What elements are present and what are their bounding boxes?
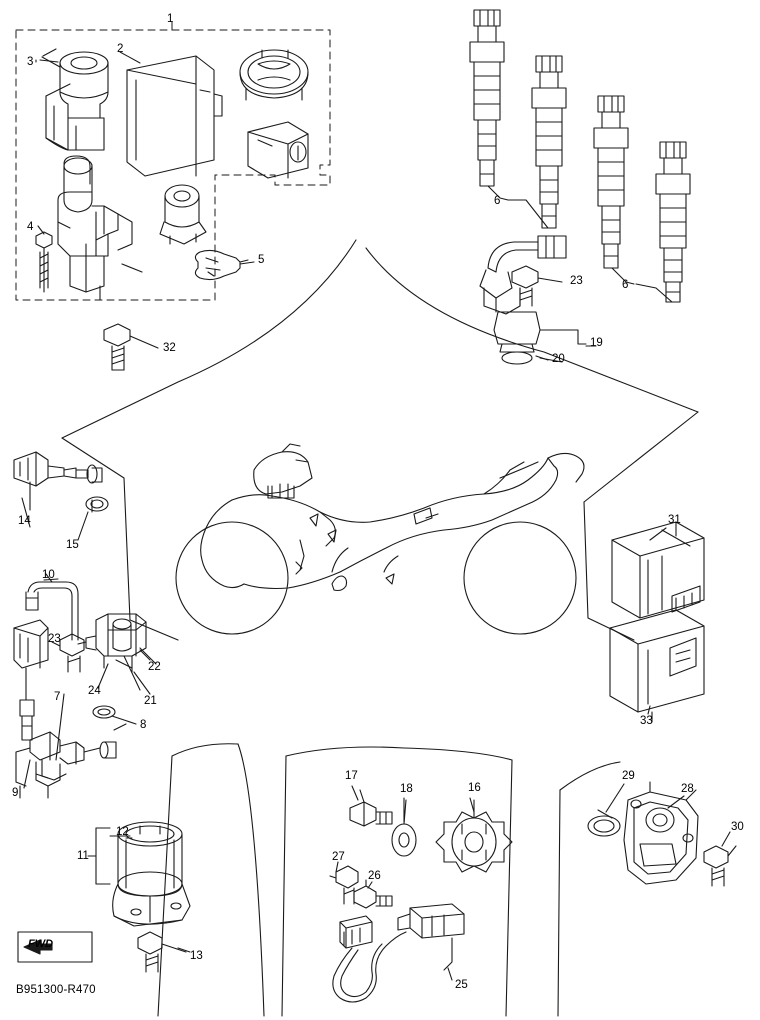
callout-31: 31 <box>668 514 681 526</box>
callout-10: 10 <box>42 569 55 581</box>
callout-28: 28 <box>681 783 694 795</box>
callout-30: 30 <box>731 821 744 833</box>
callout-1: 1 <box>167 13 174 25</box>
callout-29: 29 <box>622 770 635 782</box>
callout-14: 14 <box>18 515 31 527</box>
fwd-direction-label: FWD <box>28 938 54 950</box>
callout-3: 3 <box>27 56 34 68</box>
callout-9: 9 <box>12 787 19 799</box>
callout-23-injector: 23 <box>570 275 583 287</box>
callout-6-left: 6 <box>494 195 501 207</box>
callout-4: 4 <box>27 221 34 233</box>
callout-25: 25 <box>455 979 468 991</box>
callout-26: 26 <box>368 870 381 882</box>
callout-27: 27 <box>332 851 345 863</box>
callout-19: 19 <box>590 337 603 349</box>
callout-24: 24 <box>88 685 101 697</box>
callout-22: 22 <box>148 661 161 673</box>
callout-2: 2 <box>117 43 124 55</box>
callout-23-sensor: 23 <box>48 633 61 645</box>
callout-21: 21 <box>144 695 157 707</box>
diagram-code: B951300-R470 <box>16 984 96 996</box>
callout-16: 16 <box>468 782 481 794</box>
callout-20: 20 <box>552 353 565 365</box>
callout-11: 11 <box>77 850 89 862</box>
callout-8: 8 <box>140 719 147 731</box>
callout-18: 18 <box>400 783 413 795</box>
callout-15: 15 <box>66 539 79 551</box>
callout-12: 12 <box>116 826 129 838</box>
callout-13: 13 <box>190 950 203 962</box>
callout-32: 32 <box>163 342 176 354</box>
callout-33: 33 <box>640 715 653 727</box>
callout-6-right: 6 <box>622 279 629 291</box>
callout-5: 5 <box>258 254 265 266</box>
callout-7: 7 <box>54 691 61 703</box>
callout-17: 17 <box>345 770 358 782</box>
